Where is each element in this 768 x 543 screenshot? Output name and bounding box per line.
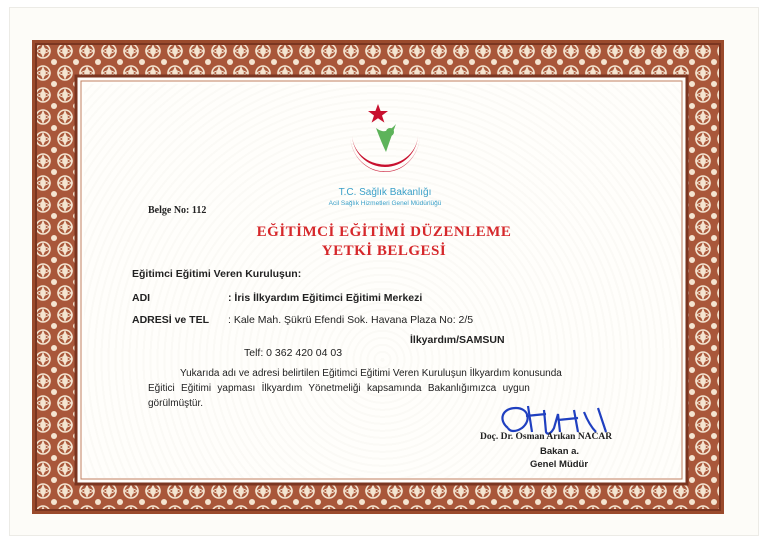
certificate-title-line1: EĞİTİMCİ EĞİTİMİ DÜZENLEME bbox=[256, 224, 512, 240]
signatory-title1: Bakan a. bbox=[540, 446, 580, 457]
phone-number: Telf: 0 362 420 04 03 bbox=[244, 347, 343, 359]
signatory-name: Doç. Dr. Osman Arıkan NACAR bbox=[480, 432, 613, 442]
address-city: İlkyardım/SAMSUN bbox=[410, 334, 505, 346]
org-name: T.C. Sağlık Bakanlığı bbox=[338, 187, 432, 198]
ministry-logo bbox=[340, 102, 430, 180]
certificate-title-line2: YETKİ BELGESİ bbox=[321, 243, 447, 259]
document-number: Belge No: 112 bbox=[148, 205, 207, 216]
signatory-title2: Genel Müdür bbox=[530, 459, 589, 470]
statement-line2: Eğitici Eğitimi yapması İlkyardım Yönetmeliği kapsamında Bakanlığımızca uygun bbox=[148, 383, 530, 394]
statement-line1: Yukarıda adı ve adresi belirtilen Eğitimci Eğitimi Veren Kuruluşun İlkyardım konusunda bbox=[180, 368, 562, 379]
name-label: ADI bbox=[132, 292, 151, 304]
address-value: : Kale Mah. Şükrü Efendi Sok. Havana Plaza No: 2/5 bbox=[228, 314, 474, 326]
org-subname: Acil Sağlık Hizmetleri Genel Müdürlüğü bbox=[328, 200, 442, 207]
name-value: : İris İlkyardım Eğitimci Eğitimi Merkezi bbox=[228, 292, 423, 304]
statement-line3: görülmüştür. bbox=[148, 398, 204, 409]
institution-heading: Eğitimci Eğitimi Veren Kuruluşun: bbox=[132, 268, 302, 280]
address-label: ADRESİ ve TEL bbox=[132, 314, 210, 326]
crescent-star-icon bbox=[340, 102, 430, 180]
